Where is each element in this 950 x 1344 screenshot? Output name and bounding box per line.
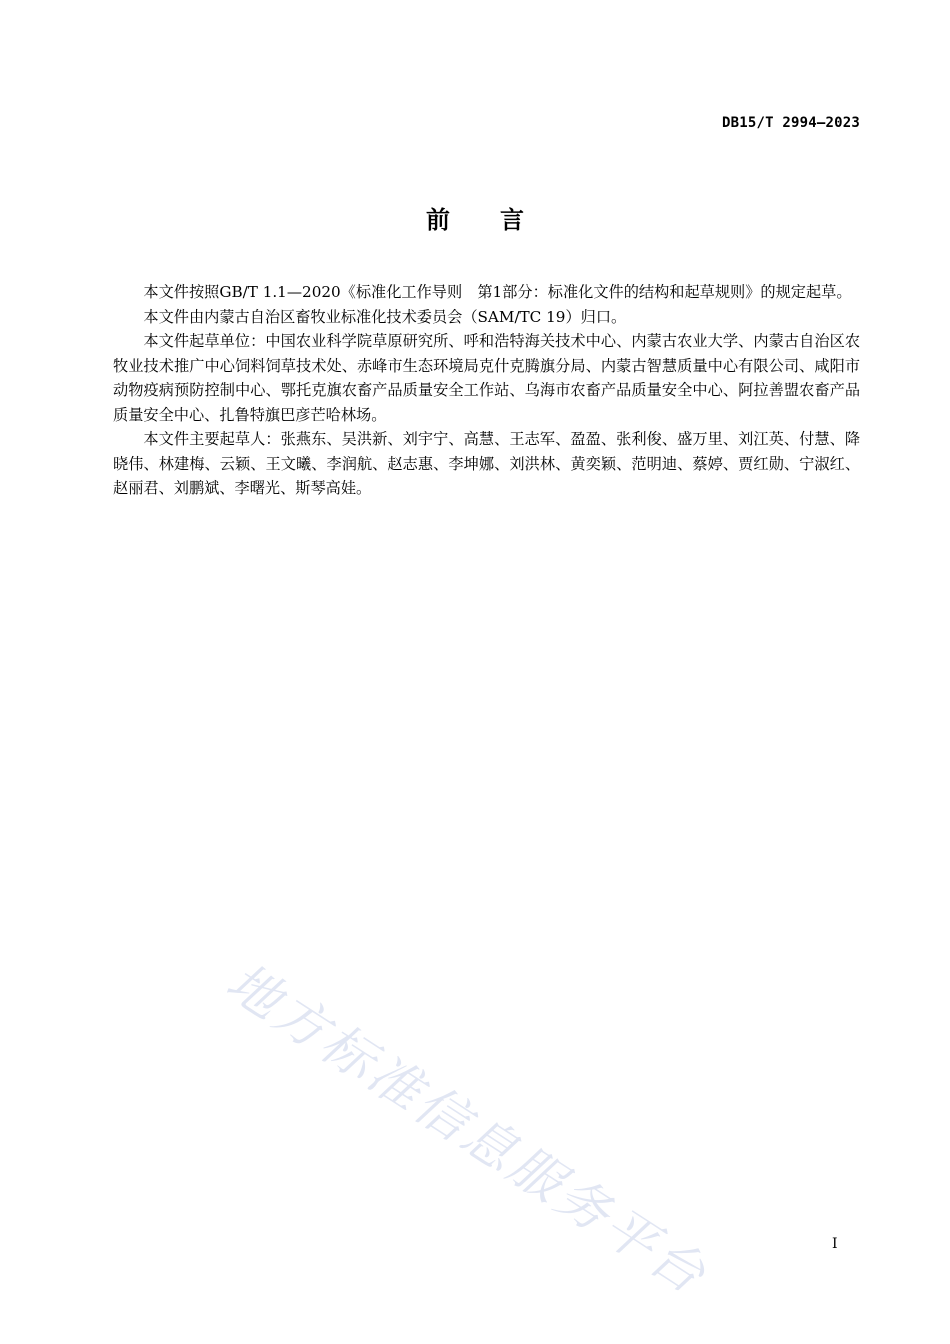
paragraph-committee: 本文件由内蒙古自治区畜牧业标准化技术委员会（SAM/TC 19）归口。	[143, 307, 627, 326]
page-number: I	[832, 1236, 838, 1252]
page-title: 前言	[426, 206, 574, 234]
watermark: 地方标准信息服务平台	[215, 951, 719, 1308]
paragraph-drafting-rules: 本文件按照GB/T 1.1—2020《标准化工作导则 第1部分：标准化文件的结构和起草规则》的规定起草。	[143, 283, 852, 301]
paragraph-drafting-units: 本文件起草单位：中国农业科学院草原研究所、呼和浩特海关技术中心、内蒙古农业大学、内蒙古自治区农牧业技术推广中心饲料饲草技术处、赤峰市生态环境局克什克腾旗分局、内蒙古智慧质量中心有限公司、咸阳市动物疫病预防控制中心、鄂托克旗农畜产品质量安全工作站、乌海市农畜产品质量安全中心、阿拉善盟农畜产品质量安全中心、扎鲁特旗巴彦芒哈林场。	[113, 332, 860, 424]
document-code: DB15/T 2994—2023	[721, 115, 860, 131]
paragraph-drafters: 本文件主要起草人：张燕东、吴洪新、刘宇宁、高慧、王志军、盈盈、张利俊、盛万里、刘江英、付慧、降晓伟、林建梅、云颖、王文曦、李润航、赵志惠、李坤娜、刘洪林、黄奕颖、范明迪、蔡婷、贾红勋、宁淑红、赵丽君、刘鹏斌、李曙光、斯琴高娃。	[113, 430, 860, 497]
foreword-body	[113, 280, 860, 501]
